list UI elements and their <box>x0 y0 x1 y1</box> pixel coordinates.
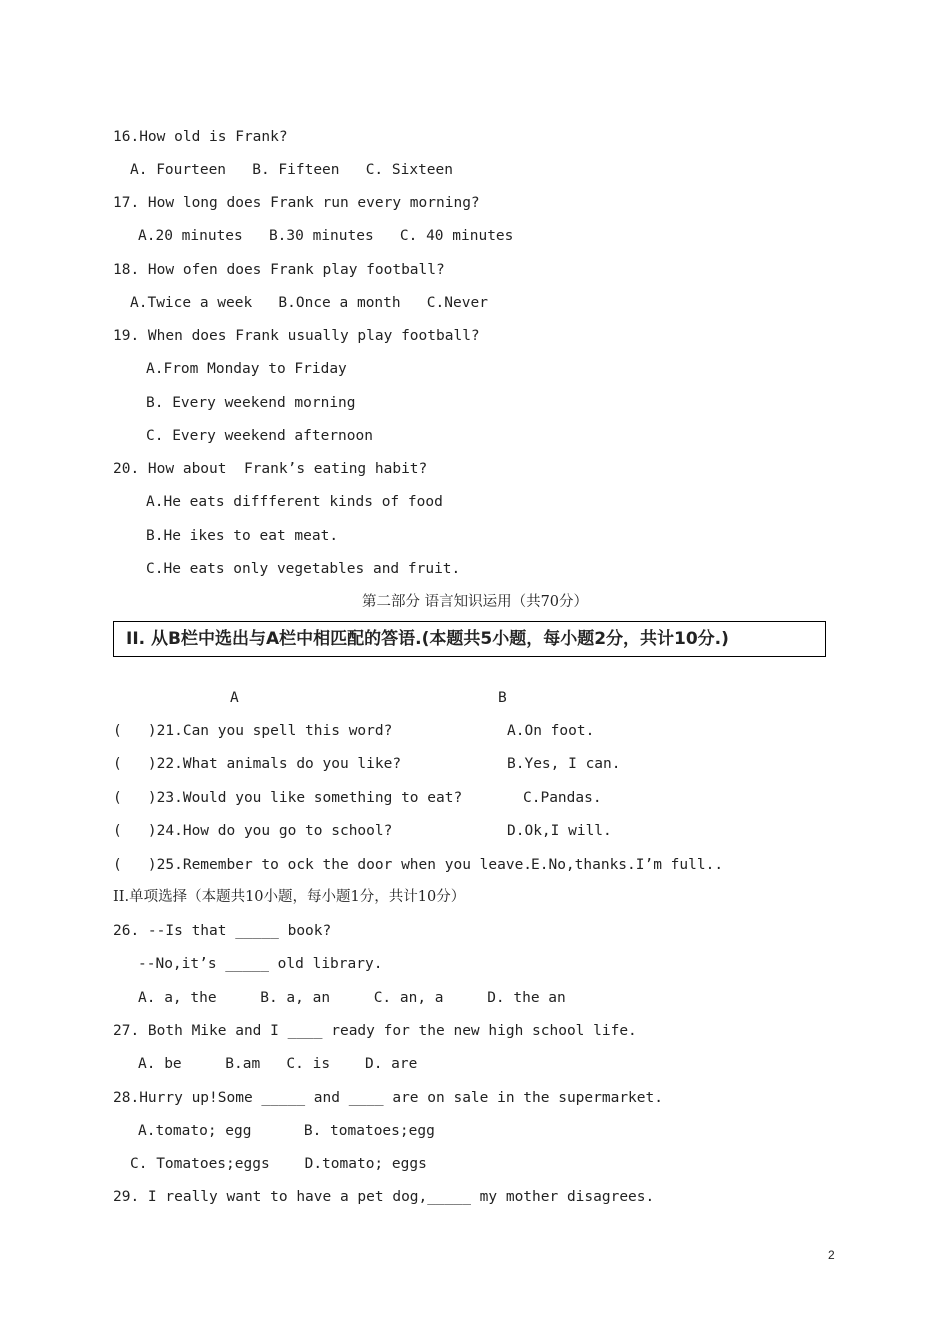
q28-question: 28.Hurry up!Some _____ and ____ are on sale in the supermarket. <box>113 1090 663 1106</box>
part2-title: 第二部分 语言知识运用（共70分） <box>361 594 589 610</box>
q18-options: A.Twice a week B.Once a month C.Never <box>130 295 488 311</box>
page-number: 2 <box>828 1248 835 1262</box>
q20-option-a: A.He eats diffferent kinds of food <box>146 494 443 510</box>
column-b-header: B <box>498 690 507 706</box>
matching-answer-c: C.Pandas. <box>523 790 602 806</box>
matching-answer-a: A.On foot. <box>507 723 595 739</box>
q26-line1: 26. --Is that _____ book? <box>113 923 332 939</box>
q27-options: A. be B.am C. is D. are <box>138 1056 418 1072</box>
matching-item-23: ( )23.Would you like something to eat? <box>113 790 463 806</box>
matching-answer-d: D.Ok,I will. <box>507 823 612 839</box>
q16-question: 16.How old is Frank? <box>113 129 288 145</box>
matching-item-25: ( )25.Remember to ock the door when you leave. <box>113 857 533 873</box>
q26-line2: --No,it’s _____ old library. <box>138 956 383 972</box>
matching-answer-b: B.Yes, I can. <box>507 756 621 772</box>
q19-question: 19. When does Frank usually play football? <box>113 328 480 344</box>
column-a-header: A <box>230 690 239 706</box>
matching-item-21: ( )21.Can you spell this word? <box>113 723 393 739</box>
matching-item-24: ( )24.How do you go to school? <box>113 823 393 839</box>
matching-instruction: II. 从B栏中选出与A栏中相匹配的答语.(本题共5小题，每小题2分，共计10分.) <box>113 621 826 657</box>
q20-option-c: C.He eats only vegetables and fruit. <box>146 561 461 577</box>
q16-options: A. Fourteen B. Fifteen C. Sixteen <box>130 162 454 178</box>
q19-option-b: B. Every weekend morning <box>146 395 356 411</box>
single-choice-header: II.单项选择（本题共10小题，每小题1分，共计10分） <box>113 889 466 905</box>
q17-options: A.20 minutes B.30 minutes C. 40 minutes <box>138 228 514 244</box>
q28-options-cd: C. Tomatoes;eggs D.tomato; eggs <box>130 1156 427 1172</box>
q29-question: 29. I really want to have a pet dog,_____ my mother disagrees. <box>113 1189 655 1205</box>
q26-options: A. a, the B. a, an C. an, a D. the an <box>138 990 566 1006</box>
q19-option-a: A.From Monday to Friday <box>146 361 347 377</box>
q19-option-c: C. Every weekend afternoon <box>146 428 373 444</box>
q20-question: 20. How about Frank’s eating habit? <box>113 461 428 477</box>
q28-options-ab: A.tomato; egg B. tomatoes;egg <box>138 1123 435 1139</box>
q27-question: 27. Both Mike and I ____ ready for the new high school life. <box>113 1023 637 1039</box>
q17-question: 17. How long does Frank run every morning? <box>113 195 480 211</box>
matching-item-22: ( )22.What animals do you like? <box>113 756 402 772</box>
q18-question: 18. How ofen does Frank play football? <box>113 262 445 278</box>
matching-answer-e: E.No,thanks.I’m full.. <box>531 857 724 873</box>
q20-option-b: B.He ikes to eat meat. <box>146 528 339 544</box>
